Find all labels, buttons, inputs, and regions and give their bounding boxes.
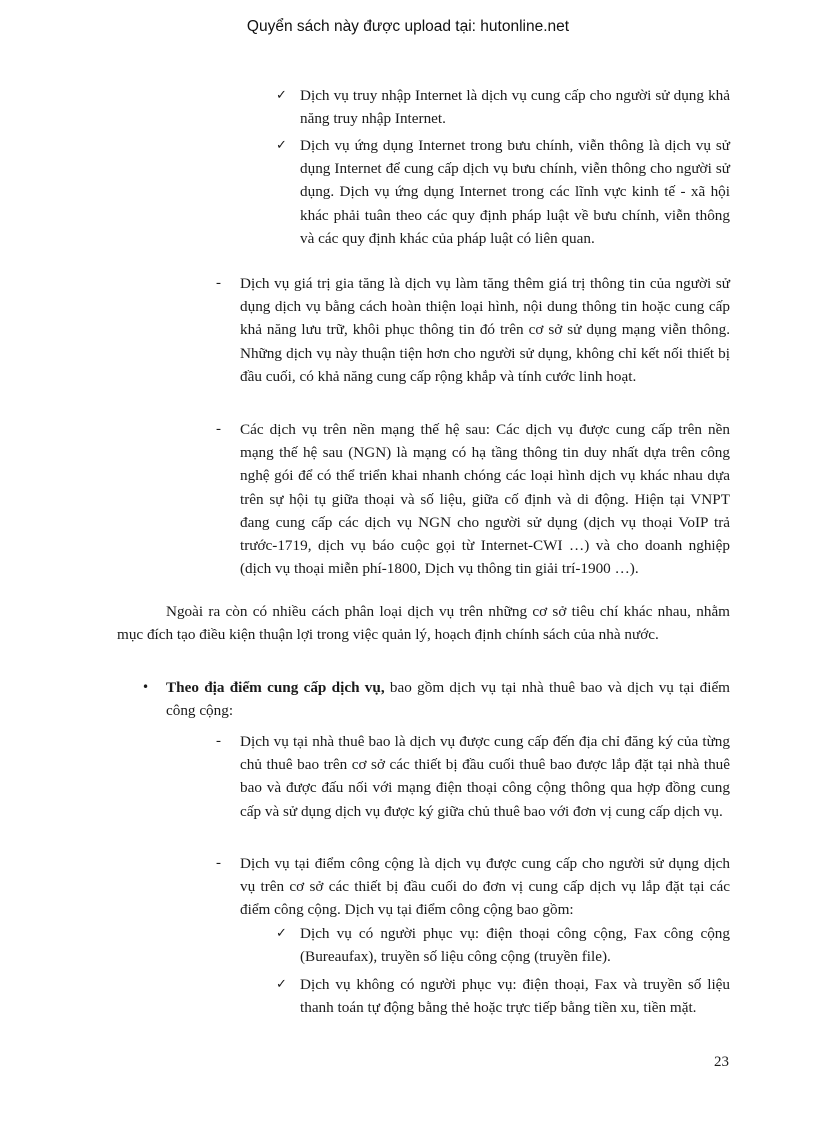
checkmark-icon: ✓ <box>276 926 287 941</box>
bullet-marker: • <box>142 680 150 694</box>
checkmark-icon: ✓ <box>276 88 287 103</box>
paragraph-unattended-service: Dịch vụ không có người phục vụ: điện thoại, Fax và truyền số liệu thanh toán tự động bằng thẻ hoặc trực tiếp bằng tiền xu, tiền mặt. <box>300 976 730 1017</box>
paragraph-other-classification: Ngoài ra còn có nhiều cách phân loại dịch vụ trên những cơ sở tiêu chí khác nhau, nhằm mục đích tạo điều kiện thuận lợi trong việc quản lý, hoạch định chính sách của nhà nước. <box>117 603 730 644</box>
dash-marker: - <box>216 275 221 291</box>
paragraph-value-added-service: Dịch vụ giá trị gia tăng là dịch vụ làm tăng thêm giá trị thông tin của người sử dụng dịch vụ bằng cách hoàn thiện loại hình, nội dung thông tin hoặc cung cấp khả năng lưu trữ, khôi phục thông tin đó trên cơ sở sử dụng mạng viễn thông. Những dịch vụ này thuận tiện hơn cho người sử dụng, không chỉ kết nối thiết bị đầu cuối, có khả năng cung cấp rộng khắp và tính cước linh hoạt. <box>240 275 730 385</box>
checkmark-icon: ✓ <box>276 138 287 153</box>
paragraph-attended-service: Dịch vụ có người phục vụ: điện thoại công cộng, Fax công cộng (Bureaufax), truyền số liệu công cộng (truyền file). <box>300 925 730 966</box>
page-number: 23 <box>714 1054 729 1070</box>
checkmark-icon: ✓ <box>276 977 287 992</box>
heading-by-location: Theo địa điểm cung cấp dịch vụ, <box>166 679 385 696</box>
paragraph-ngn-services: Các dịch vụ trên nền mạng thế hệ sau: Các dịch vụ được cung cấp trên nền mạng thế hệ sau (NGN) là mạng có hạ tầng thông tin duy nhất dựa trên công nghệ gói để có thể triển khai nhanh chóng các loại hình dịch vụ khác nhau dựa trên sự hội tụ giữa thoại và số liệu, giữa cố định và di động. Hiện tại VNPT đang cung cấp các dịch vụ NGN cho người sử dụng (dịch vụ thoại VoIP trả trước-1719, dịch vụ báo cuộc gọi từ Internet-CWI …) và cho doanh nghiệp (dịch vụ thoại miễn phí-1800, Dịch vụ thông tin giải trí-1900 …). <box>240 421 730 578</box>
paragraph-home-subscriber-service: Dịch vụ tại nhà thuê bao là dịch vụ được cung cấp đến địa chỉ đăng ký của từng chủ thuê bao trên cơ sở các thiết bị đầu cuối thuê bao được lắp đặt tại nhà thuê bao và được đấu nối với mạng điện thoại công cộng thông qua hợp đồng cung cấp và sử dụng dịch vụ được ký giữa chủ thuê bao với đơn vị cung cấp dịch vụ. <box>240 733 730 820</box>
paragraph-public-point-service: Dịch vụ tại điểm công cộng là dịch vụ được cung cấp cho người sử dụng dịch vụ trên cơ sở các thiết bị đầu cuối do đơn vị cung cấp dịch vụ lắp đặt tại các điểm công cộng. Dịch vụ tại điểm công cộng bao gồm: <box>240 855 730 919</box>
dash-marker: - <box>216 421 221 437</box>
dash-marker: - <box>216 733 221 749</box>
by-location-description: bao gồm dịch vụ tại nhà thuê bao và dịch vụ tại điểm công cộng: <box>166 679 730 720</box>
dash-marker: - <box>216 855 221 871</box>
paragraph-internet-application: Dịch vụ ứng dụng Internet trong bưu chính, viễn thông là dịch vụ sử dụng Internet để cung cấp dịch vụ bưu chính, viễn thông cho người sử dụng. Dịch vụ ứng dụng Internet trong các lĩnh vực kinh tế - xã hội khác phải tuân theo các quy định pháp luật về bưu chính, viễn thông và các quy định khác của pháp luật có liên quan. <box>300 137 730 247</box>
paragraph-internet-access: Dịch vụ truy nhập Internet là dịch vụ cung cấp cho người sử dụng khả năng truy nhập Internet. <box>300 87 730 128</box>
page-header: Quyển sách này được upload tại: hutonline.net <box>246 18 570 35</box>
paragraph-by-location <box>166 676 730 722</box>
